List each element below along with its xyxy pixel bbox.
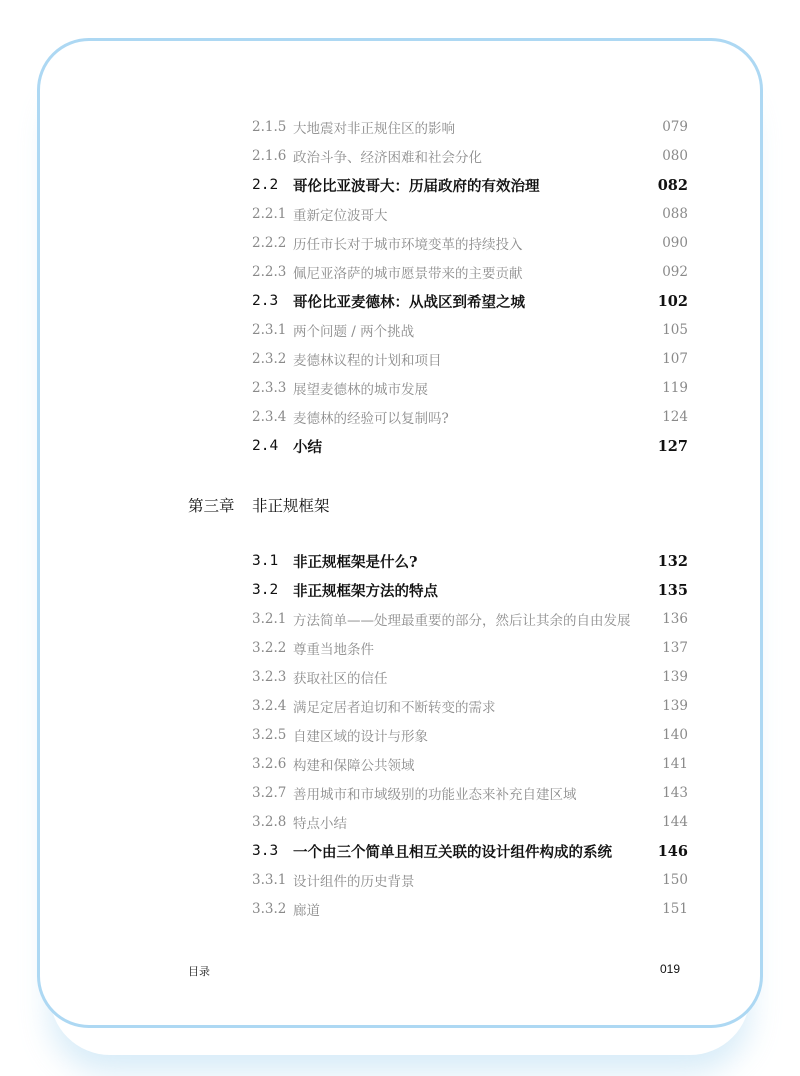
entry-page: 092 [662,264,688,280]
entry-number: 3.2.3 [252,669,287,685]
entry-number: 2.3 [252,293,279,309]
toc-entry[interactable] [252,174,688,196]
entry-page: 105 [662,322,688,338]
entry-title: 佩尼亚洛萨的城市愿景带来的主要贡献 [293,266,523,282]
entry-page: 082 [657,176,688,194]
entry-number: 2.2.3 [252,264,287,280]
entry-number: 3.2.1 [252,611,287,627]
entry-number: 2.3.2 [252,351,287,367]
toc-entry[interactable] [252,637,688,659]
entry-number: 3.3 [252,843,279,859]
entry-title: 获取社区的信任 [293,671,388,687]
entry-title: 大地震对非正规住区的影响 [293,121,455,137]
entry-page: 150 [662,872,688,888]
entry-title: 小结 [293,438,322,456]
toc-entry[interactable] [252,695,688,717]
entry-number: 2.3.4 [252,409,287,425]
toc-entry[interactable] [252,145,688,167]
entry-page: 139 [662,669,688,685]
entry-page: 090 [662,235,688,251]
toc-entry[interactable] [252,840,688,862]
chapter-number: 第三章 [188,497,235,515]
entry-page: 124 [662,409,688,425]
entry-number: 2.4 [252,438,279,454]
toc-entry[interactable] [252,290,688,312]
entry-page: 146 [657,842,688,860]
entry-title: 特点小结 [293,816,347,832]
entry-page: 088 [662,206,688,222]
entry-title: 哥伦比亚麦德林：从战区到希望之城 [293,293,525,311]
toc-entry[interactable] [252,753,688,775]
toc-entry[interactable] [252,869,688,891]
toc-entry[interactable] [252,348,688,370]
toc-entry[interactable] [252,782,688,804]
entry-page: 139 [662,698,688,714]
entry-number: 3.2.8 [252,814,287,830]
footer-section-label: 目录 [188,965,210,978]
toc-entry[interactable] [252,406,688,428]
toc-entry[interactable] [252,116,688,138]
toc-entry[interactable] [252,898,688,920]
entry-title: 非正规框架是什么? [293,553,418,571]
entry-number: 2.2.1 [252,206,287,222]
toc-entry[interactable] [252,811,688,833]
toc-entry[interactable] [252,203,688,225]
toc-entry[interactable] [252,666,688,688]
entry-page: 107 [662,351,688,367]
toc-entry[interactable] [252,579,688,601]
entry-title: 设计组件的历史背景 [293,874,415,890]
entry-number: 2.2.2 [252,235,287,251]
entry-page: 140 [662,727,688,743]
entry-title: 两个问题 / 两个挑战 [293,324,415,340]
entry-title: 政治斗争、经济困难和社会分化 [293,150,482,166]
entry-page: 143 [662,785,688,801]
entry-title: 方法简单——处理最重要的部分，然后让其余的自由发展 [293,613,631,629]
entry-page: 080 [662,148,688,164]
entry-page: 079 [662,119,688,135]
entry-title: 历任市长对于城市环境变革的持续投入 [293,237,523,253]
toc-entry[interactable] [252,724,688,746]
entry-number: 3.2 [252,582,279,598]
entry-page: 135 [657,581,688,599]
entry-page: 141 [662,756,688,772]
entry-title: 展望麦德林的城市发展 [293,382,428,398]
entry-title: 尊重当地条件 [293,642,374,658]
entry-page: 144 [662,814,688,830]
entry-number: 2.1.6 [252,148,287,164]
entry-number: 2.2 [252,177,279,193]
entry-page: 127 [657,437,688,455]
entry-page: 136 [662,611,688,627]
entry-title: 麦德林的经验可以复制吗? [293,411,449,427]
toc-entry[interactable] [252,377,688,399]
entry-title: 善用城市和市域级别的功能业态来补充自建区域 [293,787,577,803]
chapter-title: 非正规框架 [252,497,330,515]
entry-title: 构建和保障公共领域 [293,758,415,774]
entry-page: 102 [657,292,688,310]
entry-number: 3.3.1 [252,872,287,888]
entry-title: 满足定居者迫切和不断转变的需求 [293,700,496,716]
entry-number: 2.1.5 [252,119,287,135]
chapter-heading [188,494,330,516]
entry-number: 2.3.3 [252,380,287,396]
toc-entry[interactable] [252,608,688,630]
toc-entry[interactable] [252,319,688,341]
entry-title: 一个由三个简单且相互关联的设计组件构成的系统 [293,843,612,861]
footer-page-number: 019 [659,962,680,976]
entry-page: 137 [662,640,688,656]
toc-entry[interactable] [252,550,688,572]
entry-title: 自建区域的设计与形象 [293,729,428,745]
entry-title: 麦德林议程的计划和项目 [293,353,442,369]
entry-number: 3.1 [252,553,279,569]
toc-entry[interactable] [252,435,688,457]
entry-title: 廊道 [293,903,320,919]
entry-number: 3.3.2 [252,901,287,917]
entry-number: 2.3.1 [252,322,287,338]
entry-page: 132 [657,552,688,570]
entry-number: 3.2.2 [252,640,287,656]
entry-page: 119 [662,380,688,396]
entry-title: 哥伦比亚波哥大：历届政府的有效治理 [293,177,540,195]
entry-number: 3.2.6 [252,756,287,772]
toc-entry[interactable] [252,232,688,254]
entry-page: 151 [662,901,688,917]
entry-number: 3.2.4 [252,698,287,714]
entry-title: 重新定位波哥大 [293,208,388,224]
toc-entry[interactable] [252,261,688,283]
entry-title: 非正规框架方法的特点 [293,582,438,600]
entry-number: 3.2.5 [252,727,287,743]
entry-number: 3.2.7 [252,785,287,801]
